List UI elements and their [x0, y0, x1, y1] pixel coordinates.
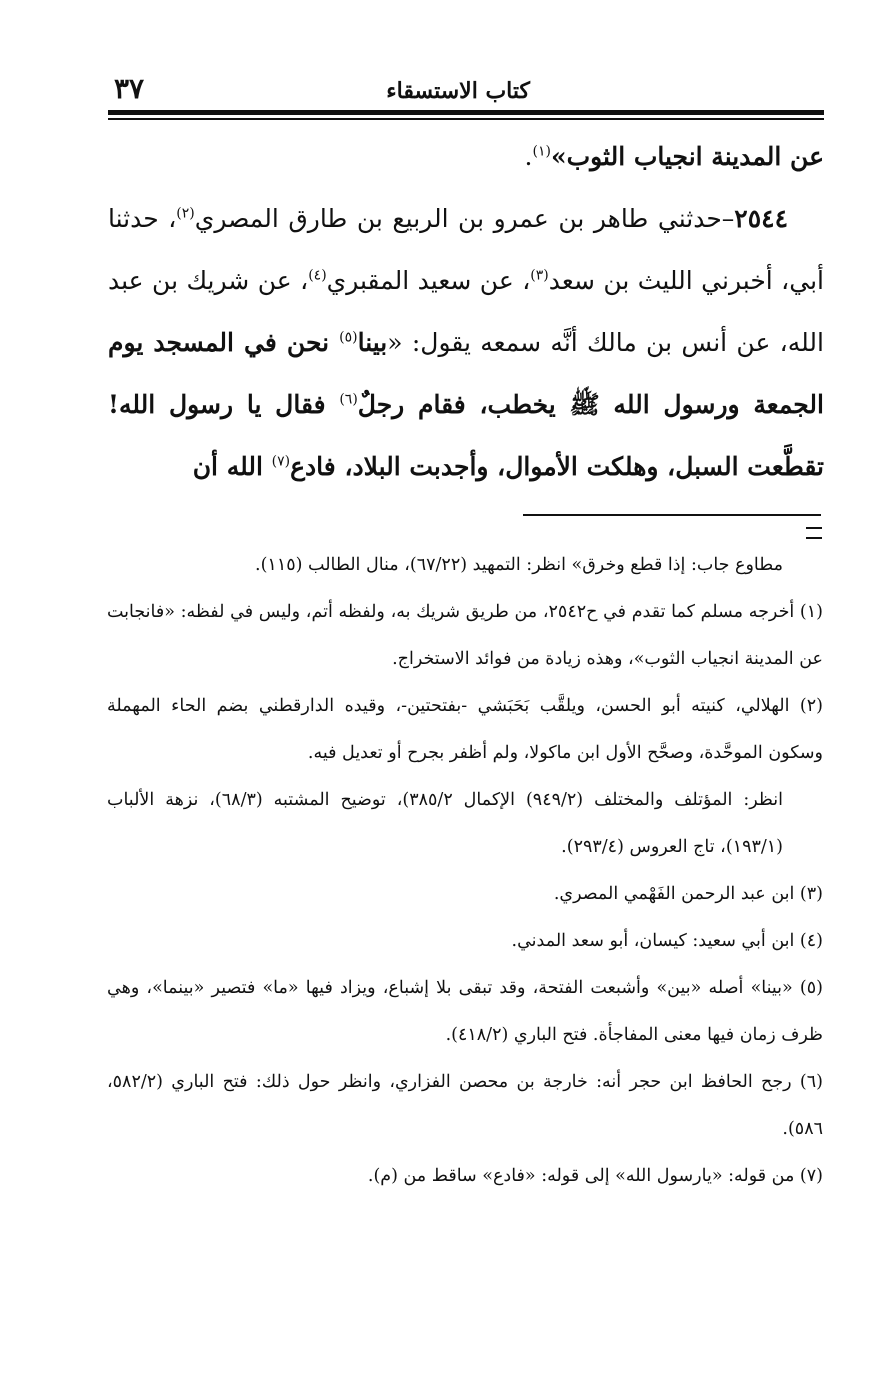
main-text [108, 126, 824, 498]
isnad-b: ، حدثنا أبي، أخبرني الليث بن سعد [108, 204, 824, 295]
footnote-2-references: انظر: المؤتلف والمختلف (٩٤٩/٢) الإكمال ٣٨٥/٢)، توضيح المشتبه (٦٨/٣)، نزهة الألباب (١٩٣/١)، تاج العروس (٢٩٣/٤). [107, 790, 783, 857]
footnote-2: (٢) الهلالي، كنيته أبو الحسن، ويلقَّب بَحَبَشي -بفتحتين-، وقيده الدارقطني بضم الحاء المهملة وسكون الموحَّدة، وصحَّح الأول ابن ماكولا، ولم أظفر بجرح أو تعديل فيه. [107, 696, 823, 763]
footnote-3: (٣) ابن عبد الرحمن الفَهْمي المصري. [553, 884, 823, 904]
footnote-ref-6: (٦) [339, 391, 358, 408]
footnote-separator [523, 514, 821, 516]
running-header [108, 72, 824, 106]
footnotes [107, 542, 823, 1200]
matn-a: بينا [357, 328, 388, 357]
period: . [524, 142, 533, 171]
footnote-ref-1: (١) [532, 143, 551, 160]
footnote-7: (٧) من قوله: «يارسول الله» إلى قوله: «فادع» ساقط من (م). [367, 1166, 823, 1186]
footnote-ref-5: (٥) [339, 329, 358, 346]
footnote-5: (٥) «بينا» أصله «بين» وأشبعت الفتحة، وقد تبقى بلا إشباع، ويزاد فيها «ما» فتصير «بينما»، وهي ظرف زمان فيها معنى المفاجأة. فتح الباري (٤١٨/٢). [107, 978, 823, 1045]
isnad-a: –حدثني طاهر بن عمرو بن الربيع بن طارق المصري [194, 204, 735, 233]
hadith-number: ٢٥٤٤ [734, 204, 788, 233]
footnote-ref-3: (٣) [530, 267, 549, 284]
footnote-continuation: مطاوع جاب: إذا قطع وخرق» انظر: التمهيد (٦٧/٢٢)، منال الطالب (١١٥). [255, 555, 783, 575]
header-rule [108, 110, 824, 115]
footnote-ref-7: (٧) [271, 453, 291, 470]
matn-b: نحن في المسجد يوم الجمعة ورسول الله ﷺ يخطب، فقام رجلٌ [108, 328, 824, 419]
isnad-c: ، عن سعيد المقبري [326, 266, 531, 295]
book-title: كتاب الاستسقاء [386, 78, 530, 104]
footnote-4: (٤) ابن أبي سعيد: كيسان، أبو سعد المدني. [511, 931, 823, 951]
isnad-d: ، عن شريك بن عبد الله، عن أنس بن مالك أنَّه سمعه يقول: « [108, 266, 824, 357]
footnote-1: (١) أخرجه مسلم كما تقدم في ح٢٥٤٢، من طريق شريك به، ولفظه أتم، وليس في لفظه: «فانجابت عن المدينة انجياب الثوب»، وهذه زيادة من فوائد الاستخراج. [107, 602, 823, 669]
footnote-6: (٦) رجح الحافظ ابن حجر أنه: خارجة بن محصن الفزاري، وانظر حول ذلك: فتح الباري (٥٨٢/٢، ٥٨٦). [107, 1072, 823, 1139]
matn-c: فقال يا رسول الله! تقطَّعت السبل، وهلكت الأموال، وأجدبت البلاد، فادع [108, 390, 824, 481]
main-paragraph-1 [108, 126, 824, 188]
main-paragraph-2 [108, 188, 824, 498]
footnote-ref-4: (٤) [308, 267, 327, 284]
page-number: ٣٧ [114, 72, 145, 105]
matn-d: الله أن [192, 452, 272, 481]
hadith-text-end: عن المدينة انجياب الثوب» [550, 142, 824, 171]
header-rule-thin [108, 118, 824, 120]
footnote-ref-2: (٢) [176, 205, 195, 222]
continuation-mark-bar [806, 527, 822, 532]
